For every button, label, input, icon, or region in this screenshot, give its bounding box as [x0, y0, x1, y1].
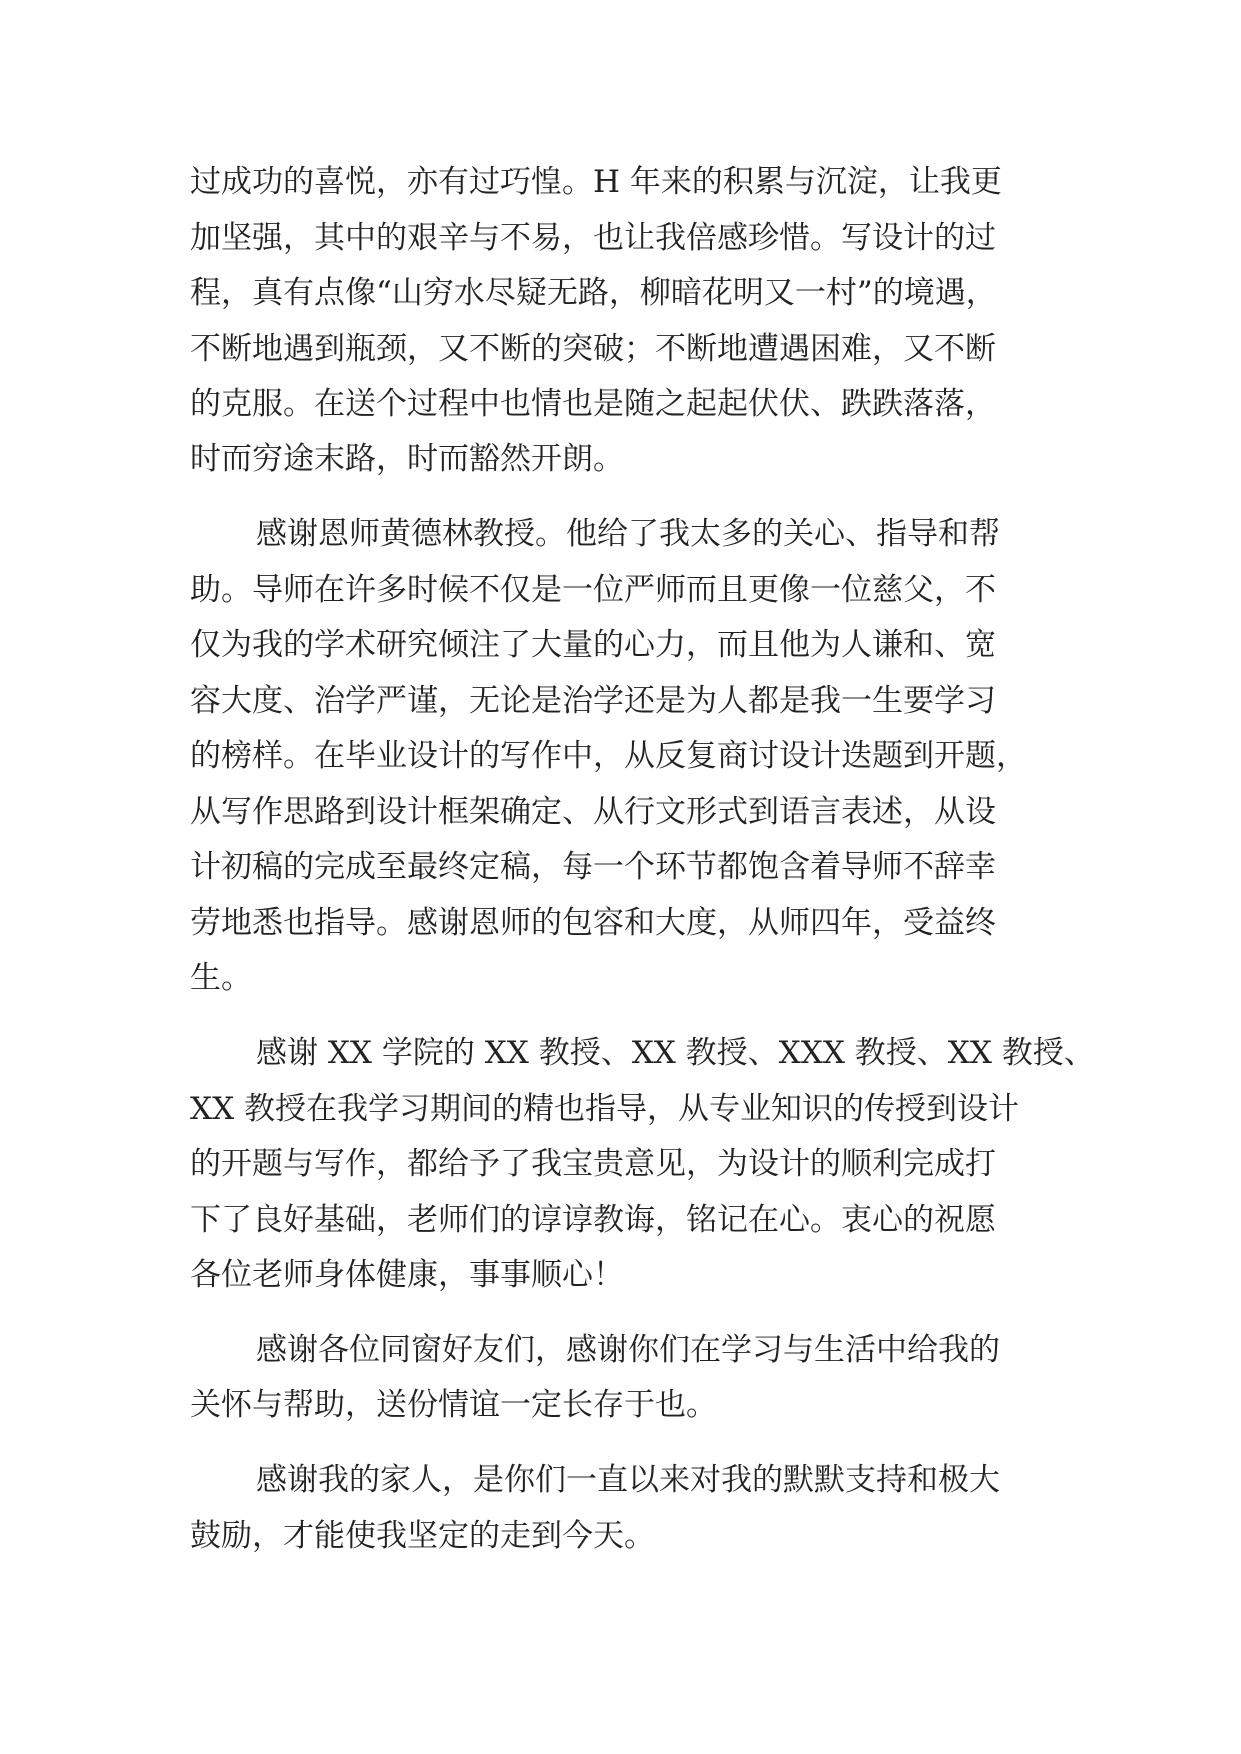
text-line: 劳地悉也指导。感谢恩师的包容和大度，从师四年，受益终 — [190, 905, 996, 941]
text-line: 感谢 XX 学院的 XX 教授、XX 教授、XXX 教授、XX 教授、 — [256, 1035, 1095, 1071]
text-line: 从写作思路到设计框架确定、从行文形式到语言表述，从设 — [190, 794, 996, 830]
text-line: 加坚强，其中的艰辛与不易，也让我倍感珍惜。写设计的过 — [190, 220, 996, 256]
text-line: XX 教授在我学习期间的精也指导，从专业知识的传授到设计 — [190, 1091, 1019, 1127]
text-line: 各位老师身体健康，事事顺心！ — [190, 1257, 624, 1293]
text-line: 过成功的喜悦，亦有过巧惶。H 年来的积累与沉淀，让我更 — [190, 164, 1002, 200]
text-line: 感谢我的家人，是你们一直以来对我的默默支持和极大 — [256, 1462, 1000, 1498]
text-line: 下了良好基础，老师们的谆谆教诲，铭记在心。衷心的祝愿 — [190, 1202, 996, 1238]
text-line: 鼓励，才能使我坚定的走到今天。 — [190, 1518, 655, 1554]
text-line: 关怀与帮助，送份情谊一定长存于也。 — [190, 1387, 717, 1423]
text-line: 感谢各位同窗好友们，感谢你们在学习与生活中给我的 — [256, 1332, 1000, 1368]
text-line: 的开题与写作，都给予了我宝贵意见，为设计的顺利完成打 — [190, 1146, 996, 1182]
text-line: 计初稿的完成至最终定稿，每一个环节都饱含着导师不辞幸 — [190, 849, 996, 885]
text-line: 时而穷途末路，时而豁然开朗。 — [190, 441, 624, 477]
text-line: 程，真有点像“山穷水尽疑无路，柳暗花明又一村”的境遇， — [190, 275, 997, 311]
text-line: 仅为我的学术研究倾注了大量的心力，而且他为人谦和、宽 — [190, 627, 996, 663]
text-line: 容大度、治学严谨，无论是治学还是为人都是我一生要学习 — [190, 683, 996, 719]
text-line: 感谢恩师黄德林教授。他给了我太多的关心、指导和帮 — [256, 516, 1000, 552]
text-line: 助。导师在许多时候不仅是一位严师而且更像一位慈父，不 — [190, 572, 996, 608]
text-line: 不断地遇到瓶颈，又不断的突破；不断地遭遇困难，又不断 — [190, 331, 996, 367]
text-line: 的克服。在送个过程中也情也是随之起起伏伏、跌跌落落， — [190, 386, 996, 422]
text-line: 生。 — [190, 960, 252, 996]
text-line: 的榜样。在毕业设计的写作中，从反复商讨设计迭题到开题， — [190, 738, 1027, 774]
